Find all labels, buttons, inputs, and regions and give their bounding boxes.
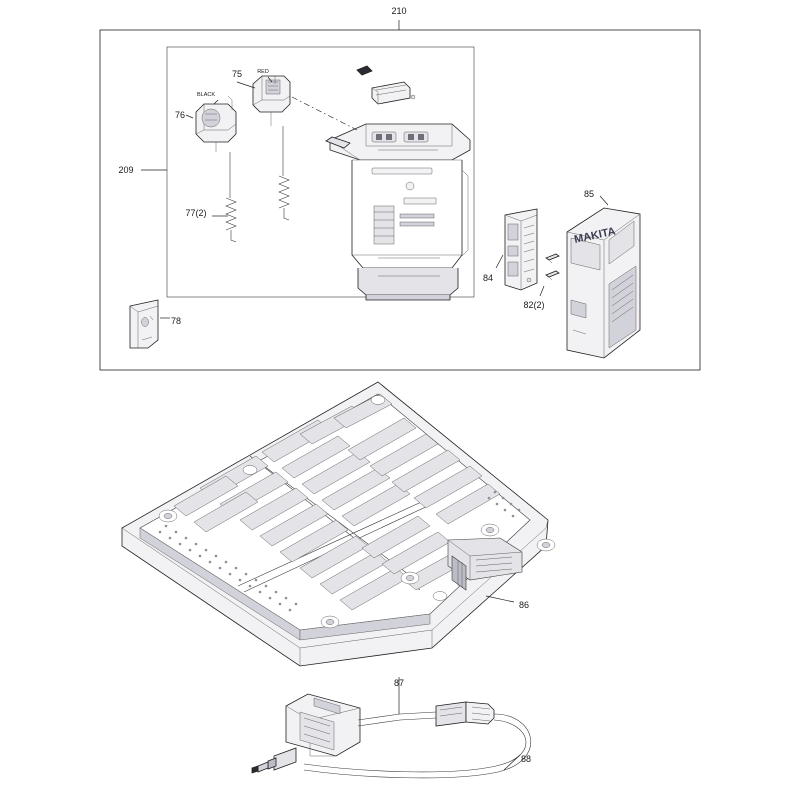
callout-82: 82(2) [523,300,545,310]
callout-86: 86 [518,600,530,610]
part-86-base-plate [122,382,555,666]
callout-87: 87 [393,678,405,688]
label-black-wire: BLACK [196,92,216,98]
callout-88: 88 [520,754,532,764]
brand-logo-text: MAKITA [573,225,617,246]
callout-84: 84 [482,273,494,283]
callout-75: 75 [231,69,243,79]
callout-210: 210 [391,6,407,16]
label-red-wire: RED [257,69,269,75]
callout-77: 77(2) [185,208,207,218]
callout-209: 209 [118,165,134,175]
callout-85: 85 [583,189,595,199]
callout-76: 76 [174,110,186,120]
part-87-adapter [252,694,360,773]
callout-78: 78 [170,316,182,326]
callout-leaders [399,677,520,770]
